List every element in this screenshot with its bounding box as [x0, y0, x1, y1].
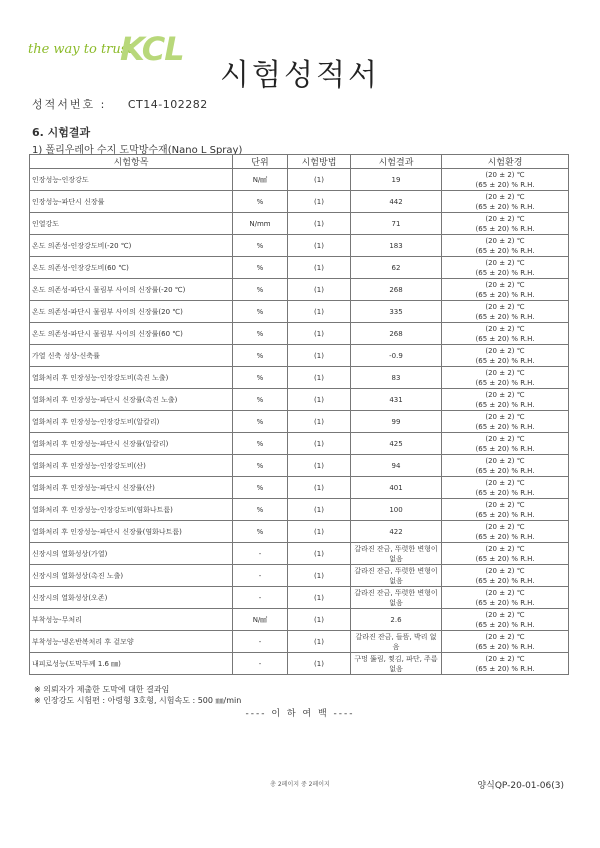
environment-temperature: (20 ± 2) ℃	[485, 192, 525, 201]
unit-cell: %	[233, 301, 288, 323]
result-cell: 335	[351, 301, 442, 323]
result-cell: 갈라진 잔금, 뚜렷한 변형이 없음	[351, 587, 442, 609]
test-item-cell: 온도 의존성-인장강도비(-20 ℃)	[30, 235, 233, 257]
environment-cell	[442, 433, 569, 455]
test-item-cell: 인열강도	[30, 213, 233, 235]
result-cell: 구멍 뚫림, 찢김, 파단, 주름 없음	[351, 653, 442, 675]
result-cell: -0.9	[351, 345, 442, 367]
environment-humidity: (65 ± 20) % R.H.	[475, 598, 535, 607]
logo-brand: KCL	[120, 30, 184, 68]
subsection-title: 1) 폴리우레아 수지 도막방수재(Nano L Spray)	[32, 145, 243, 156]
environment-cell	[442, 257, 569, 279]
environment-humidity: (65 ± 20) % R.H.	[475, 422, 535, 431]
test-item-cell: 내피로성능(도막두께 1.6 ㎜)	[30, 653, 233, 675]
result-cell: 100	[351, 499, 442, 521]
note-line: ※ 인장강도 시험편 : 아령형 3호형, 시험속도 : 500 ㎜/min	[34, 696, 242, 705]
table-row	[30, 389, 569, 411]
results-table	[29, 154, 569, 675]
environment-temperature: (20 ± 2) ℃	[485, 588, 525, 597]
environment-humidity: (65 ± 20) % R.H.	[475, 576, 535, 585]
result-cell: 83	[351, 367, 442, 389]
table-row	[30, 477, 569, 499]
method-cell: (1)	[288, 499, 351, 521]
unit-cell: %	[233, 257, 288, 279]
environment-temperature: (20 ± 2) ℃	[485, 632, 525, 641]
unit-cell: %	[233, 345, 288, 367]
environment-temperature: (20 ± 2) ℃	[485, 236, 525, 245]
result-cell: 2.6	[351, 609, 442, 631]
result-cell: 갈라진 잔금, 뚜렷한 변형이 없음	[351, 543, 442, 565]
environment-cell	[442, 587, 569, 609]
test-item-cell: 부착성능-냉온반복처리 후 겉모양	[30, 631, 233, 653]
method-cell: (1)	[288, 411, 351, 433]
environment-humidity: (65 ± 20) % R.H.	[475, 488, 535, 497]
result-cell: 갈라진 잔금, 뚜렷한 변형이 없음	[351, 565, 442, 587]
test-item-cell: 온도 의존성-파단시 물림부 사이의 신장률(20 ℃)	[30, 301, 233, 323]
unit-cell: %	[233, 191, 288, 213]
unit-cell: -	[233, 653, 288, 675]
environment-humidity: (65 ± 20) % R.H.	[475, 554, 535, 563]
environment-humidity: (65 ± 20) % R.H.	[475, 180, 535, 189]
environment-temperature: (20 ± 2) ℃	[485, 324, 525, 333]
method-cell: (1)	[288, 279, 351, 301]
table-row	[30, 235, 569, 257]
header-environment: 시험환경	[442, 155, 569, 169]
method-cell: (1)	[288, 257, 351, 279]
results-table-body	[30, 169, 569, 675]
environment-cell	[442, 609, 569, 631]
environment-humidity: (65 ± 20) % R.H.	[475, 642, 535, 651]
table-row	[30, 587, 569, 609]
environment-cell	[442, 499, 569, 521]
environment-temperature: (20 ± 2) ℃	[485, 412, 525, 421]
environment-cell	[442, 653, 569, 675]
table-row	[30, 301, 569, 323]
method-cell: (1)	[288, 389, 351, 411]
test-item-cell: 열화처리 후 인장성능-인장강도비(염화나트륨)	[30, 499, 233, 521]
table-row	[30, 499, 569, 521]
table-row	[30, 543, 569, 565]
page-number: 총 2페이지 중 2페이지	[270, 781, 330, 788]
unit-cell: %	[233, 389, 288, 411]
unit-cell: %	[233, 521, 288, 543]
method-cell: (1)	[288, 367, 351, 389]
result-cell: 99	[351, 411, 442, 433]
certificate-number	[32, 96, 208, 112]
environment-humidity: (65 ± 20) % R.H.	[475, 664, 535, 673]
environment-cell	[442, 543, 569, 565]
unit-cell: N/㎟	[233, 169, 288, 191]
result-cell: 268	[351, 323, 442, 345]
environment-temperature: (20 ± 2) ℃	[485, 368, 525, 377]
environment-temperature: (20 ± 2) ℃	[485, 434, 525, 443]
unit-cell: N/mm	[233, 213, 288, 235]
environment-temperature: (20 ± 2) ℃	[485, 170, 525, 179]
result-cell: 442	[351, 191, 442, 213]
environment-humidity: (65 ± 20) % R.H.	[475, 466, 535, 475]
environment-cell	[442, 323, 569, 345]
environment-cell	[442, 169, 569, 191]
unit-cell: N/㎟	[233, 609, 288, 631]
environment-humidity: (65 ± 20) % R.H.	[475, 290, 535, 299]
test-item-cell: 열화처리 후 인장성능-파단시 신장률(촉진 노출)	[30, 389, 233, 411]
test-item-cell: 열화처리 후 인장성능-인장강도비(산)	[30, 455, 233, 477]
test-item-cell: 열화처리 후 인장성능-인장강도비(촉진 노출)	[30, 367, 233, 389]
note-line: ※ 의뢰자가 제출한 도막에 대한 결과임	[34, 685, 170, 694]
environment-temperature: (20 ± 2) ℃	[485, 522, 525, 531]
test-item-cell: 신장시의 열화성상(가열)	[30, 543, 233, 565]
environment-cell	[442, 213, 569, 235]
test-item-cell: 신장시의 열화성상(오존)	[30, 587, 233, 609]
environment-humidity: (65 ± 20) % R.H.	[475, 224, 535, 233]
environment-temperature: (20 ± 2) ℃	[485, 478, 525, 487]
test-item-cell: 인장성능-인장강도	[30, 169, 233, 191]
environment-temperature: (20 ± 2) ℃	[485, 456, 525, 465]
test-item-cell: 열화처리 후 인장성능-인장강도비(알칼리)	[30, 411, 233, 433]
table-row	[30, 565, 569, 587]
result-cell: 431	[351, 389, 442, 411]
environment-temperature: (20 ± 2) ℃	[485, 566, 525, 575]
method-cell: (1)	[288, 433, 351, 455]
unit-cell: %	[233, 235, 288, 257]
result-cell: 401	[351, 477, 442, 499]
unit-cell: %	[233, 455, 288, 477]
environment-temperature: (20 ± 2) ℃	[485, 346, 525, 355]
environment-humidity: (65 ± 20) % R.H.	[475, 510, 535, 519]
environment-cell	[442, 389, 569, 411]
result-cell: 268	[351, 279, 442, 301]
result-cell: 71	[351, 213, 442, 235]
table-row	[30, 433, 569, 455]
table-row	[30, 631, 569, 653]
table-row	[30, 169, 569, 191]
table-row	[30, 279, 569, 301]
form-code: 양식QP-20-01-06(3)	[477, 781, 564, 791]
result-cell: 94	[351, 455, 442, 477]
environment-cell	[442, 279, 569, 301]
table-row	[30, 191, 569, 213]
method-cell: (1)	[288, 587, 351, 609]
test-item-cell: 가열 신축 성상-신축률	[30, 345, 233, 367]
method-cell: (1)	[288, 191, 351, 213]
certificate-number-label: 성적서번호 :	[32, 98, 107, 111]
header-result: 시험결과	[351, 155, 442, 169]
table-row	[30, 609, 569, 631]
unit-cell: -	[233, 565, 288, 587]
table-row	[30, 213, 569, 235]
method-cell: (1)	[288, 455, 351, 477]
environment-humidity: (65 ± 20) % R.H.	[475, 334, 535, 343]
unit-cell: %	[233, 477, 288, 499]
environment-humidity: (65 ± 20) % R.H.	[475, 268, 535, 277]
table-row	[30, 323, 569, 345]
environment-cell	[442, 521, 569, 543]
environment-temperature: (20 ± 2) ℃	[485, 214, 525, 223]
result-cell: 갈라진 잔금, 들뜸, 박리 없음	[351, 631, 442, 653]
unit-cell: -	[233, 587, 288, 609]
environment-cell	[442, 455, 569, 477]
environment-cell	[442, 565, 569, 587]
environment-temperature: (20 ± 2) ℃	[485, 280, 525, 289]
environment-cell	[442, 631, 569, 653]
notes	[34, 684, 241, 706]
result-cell: 183	[351, 235, 442, 257]
environment-cell	[442, 301, 569, 323]
method-cell: (1)	[288, 345, 351, 367]
header-test-item: 시험항목	[30, 155, 233, 169]
test-item-cell: 부착성능-무처리	[30, 609, 233, 631]
method-cell: (1)	[288, 323, 351, 345]
logo-tagline: the way to trust	[28, 42, 133, 57]
test-item-cell: 열화처리 후 인장성능-파단시 신장률(알칼리)	[30, 433, 233, 455]
environment-temperature: (20 ± 2) ℃	[485, 544, 525, 553]
test-item-cell: 온도 의존성-파단시 물림부 사이의 신장률(-20 ℃)	[30, 279, 233, 301]
end-mark: ---- 이 하 여 백 ----	[245, 709, 355, 719]
unit-cell: %	[233, 499, 288, 521]
environment-humidity: (65 ± 20) % R.H.	[475, 620, 535, 629]
environment-humidity: (65 ± 20) % R.H.	[475, 202, 535, 211]
document-title: 시험성적서	[220, 58, 380, 93]
environment-humidity: (65 ± 20) % R.H.	[475, 444, 535, 453]
table-row	[30, 257, 569, 279]
test-item-cell: 인장성능-파단시 신장률	[30, 191, 233, 213]
result-cell: 425	[351, 433, 442, 455]
method-cell: (1)	[288, 213, 351, 235]
unit-cell: %	[233, 323, 288, 345]
environment-temperature: (20 ± 2) ℃	[485, 302, 525, 311]
method-cell: (1)	[288, 521, 351, 543]
environment-cell	[442, 235, 569, 257]
header-unit: 단위	[233, 155, 288, 169]
environment-temperature: (20 ± 2) ℃	[485, 390, 525, 399]
unit-cell: %	[233, 367, 288, 389]
method-cell: (1)	[288, 609, 351, 631]
environment-cell	[442, 367, 569, 389]
table-header-row	[30, 155, 569, 169]
environment-temperature: (20 ± 2) ℃	[485, 610, 525, 619]
unit-cell: -	[233, 631, 288, 653]
method-cell: (1)	[288, 477, 351, 499]
method-cell: (1)	[288, 235, 351, 257]
unit-cell: %	[233, 411, 288, 433]
result-cell: 422	[351, 521, 442, 543]
environment-humidity: (65 ± 20) % R.H.	[475, 246, 535, 255]
environment-cell	[442, 345, 569, 367]
test-item-cell: 온도 의존성-인장강도비(60 ℃)	[30, 257, 233, 279]
environment-temperature: (20 ± 2) ℃	[485, 654, 525, 663]
table-row	[30, 455, 569, 477]
table-row	[30, 521, 569, 543]
result-cell: 19	[351, 169, 442, 191]
environment-temperature: (20 ± 2) ℃	[485, 258, 525, 267]
environment-humidity: (65 ± 20) % R.H.	[475, 400, 535, 409]
method-cell: (1)	[288, 631, 351, 653]
environment-humidity: (65 ± 20) % R.H.	[475, 312, 535, 321]
environment-humidity: (65 ± 20) % R.H.	[475, 378, 535, 387]
unit-cell: %	[233, 279, 288, 301]
environment-cell	[442, 411, 569, 433]
test-item-cell: 열화처리 후 인장성능-파단시 신장률(산)	[30, 477, 233, 499]
method-cell: (1)	[288, 543, 351, 565]
unit-cell: -	[233, 543, 288, 565]
environment-temperature: (20 ± 2) ℃	[485, 500, 525, 509]
table-row	[30, 367, 569, 389]
method-cell: (1)	[288, 301, 351, 323]
certificate-number-value: CT14-102282	[127, 98, 208, 111]
unit-cell: %	[233, 433, 288, 455]
method-cell: (1)	[288, 169, 351, 191]
environment-cell	[442, 477, 569, 499]
method-cell: (1)	[288, 565, 351, 587]
table-row	[30, 411, 569, 433]
test-item-cell: 열화처리 후 인장성능-파단시 신장률(염화나트륨)	[30, 521, 233, 543]
environment-humidity: (65 ± 20) % R.H.	[475, 356, 535, 365]
test-item-cell: 온도 의존성-파단시 물림부 사이의 신장률(60 ℃)	[30, 323, 233, 345]
test-item-cell: 신장시의 열화성상(촉진 노출)	[30, 565, 233, 587]
table-row	[30, 653, 569, 675]
result-cell: 62	[351, 257, 442, 279]
header-method: 시험방법	[288, 155, 351, 169]
environment-humidity: (65 ± 20) % R.H.	[475, 532, 535, 541]
table-row	[30, 345, 569, 367]
section-title: 6. 시험결과	[32, 126, 91, 139]
method-cell: (1)	[288, 653, 351, 675]
environment-cell	[442, 191, 569, 213]
